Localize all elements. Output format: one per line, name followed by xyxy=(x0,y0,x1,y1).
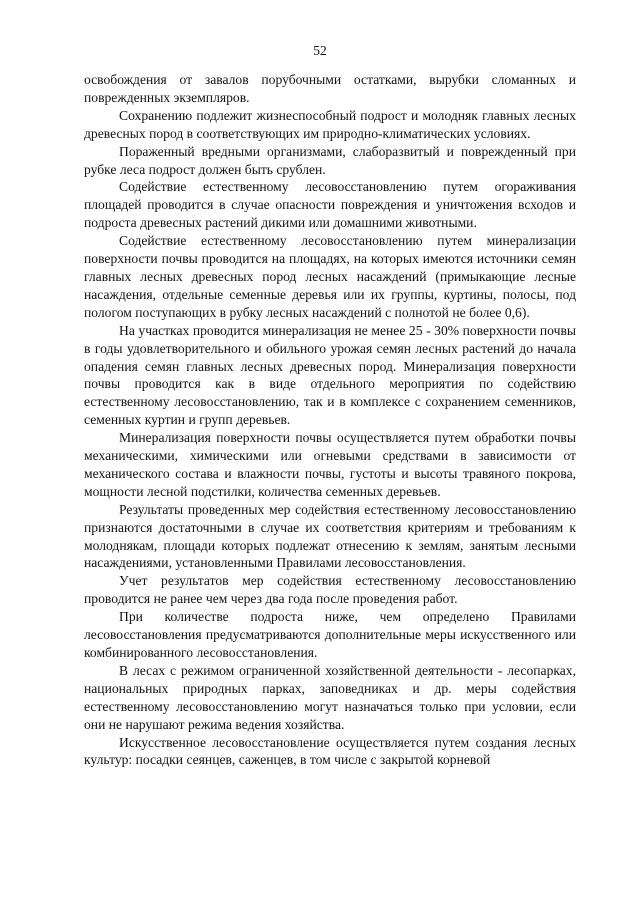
paragraph-12: Искусственное лесовосстановление осуществляется путем создания лесных культур: посадки сеянцев, саженцев, в том числе с закрытой корневой xyxy=(84,734,576,768)
paragraph-1: освобождения от завалов порубочными остатками, вырубки сломанных и поврежденных экземпляров. xyxy=(84,72,576,105)
page-number: 52 xyxy=(313,43,327,58)
paragraph-11: В лесах с режимом ограниченной хозяйственной деятельности - лесопарках, национальных природных парках, заповедниках и др. меры содействия естественному лесовосстановлению могут назначаться только при условии, если они не нарушают режима ведения хозяйства. xyxy=(84,662,576,732)
paragraph-6: На участках проводится минерализация не менее 25 - 30% поверхности почвы в годы удовлетворительного и обильного урожая семян лесных растений до начала опадения семян главных лесных древесных пород. Минерализация поверхности почвы проводится как в виде отдельного мероприятия по содействию естественному лесовосстановлению, так и в комплексе с сохранением семенников, семенных куртин и групп деревьев. xyxy=(84,322,576,428)
paragraph-8: Результаты проведенных мер содействия естественному лесовосстановлению признаются достаточными в случае их соответствия критериям и требованиям к молоднякам, площади которых подлежат отнесению к землям, занятым лесными насаждениями, установленными Правилами лесовосстановления. xyxy=(84,501,576,571)
paragraph-5: Содействие естественному лесовосстановлению путем минерализации поверхности почвы проводится на площадях, на которых имеются источники семян главных лесных древесных пород лесных насаждений (примыкающие лесные насаждения, отдельные семенные деревья или их группы, куртины, полосы, под пологом поступающих в рубку лесных насаждений с полнотой не более 0,6). xyxy=(84,233,576,320)
paragraph-2: Сохранению подлежит жизнеспособный подрост и молодняк главных лесных древесных пород в соответствующих им природно-климатических условиях. xyxy=(84,107,576,141)
paragraph-4: Содействие естественному лесовосстановлению путем огораживания площадей проводится в случае опасности повреждения и уничтожения всходов и подроста древесных растений дикими или домашними животными. xyxy=(84,179,576,231)
paragraph-3: Пораженный вредными организмами, слаборазвитый и поврежденный при рубке леса подрост должен быть срублен. xyxy=(84,143,576,177)
paragraph-9: Учет результатов мер содействия естественному лесовосстановлению проводится не ранее чем через два года после проведения работ. xyxy=(84,573,576,607)
paragraph-7: Минерализация поверхности почвы осуществляется путем обработки почвы механическими, химическими или огневыми средствами в зависимости от механического состава и влажности почвы, густоты и высоты травяного покрова, мощности лесной подстилки, количества семенных деревьев. xyxy=(84,430,576,499)
paragraph-10: При количестве подроста ниже, чем определено Правилами лесовосстановления предусматриваются дополнительные меры искусственного или комбинированного лесовосстановления. xyxy=(84,609,576,660)
document-body xyxy=(84,71,576,769)
